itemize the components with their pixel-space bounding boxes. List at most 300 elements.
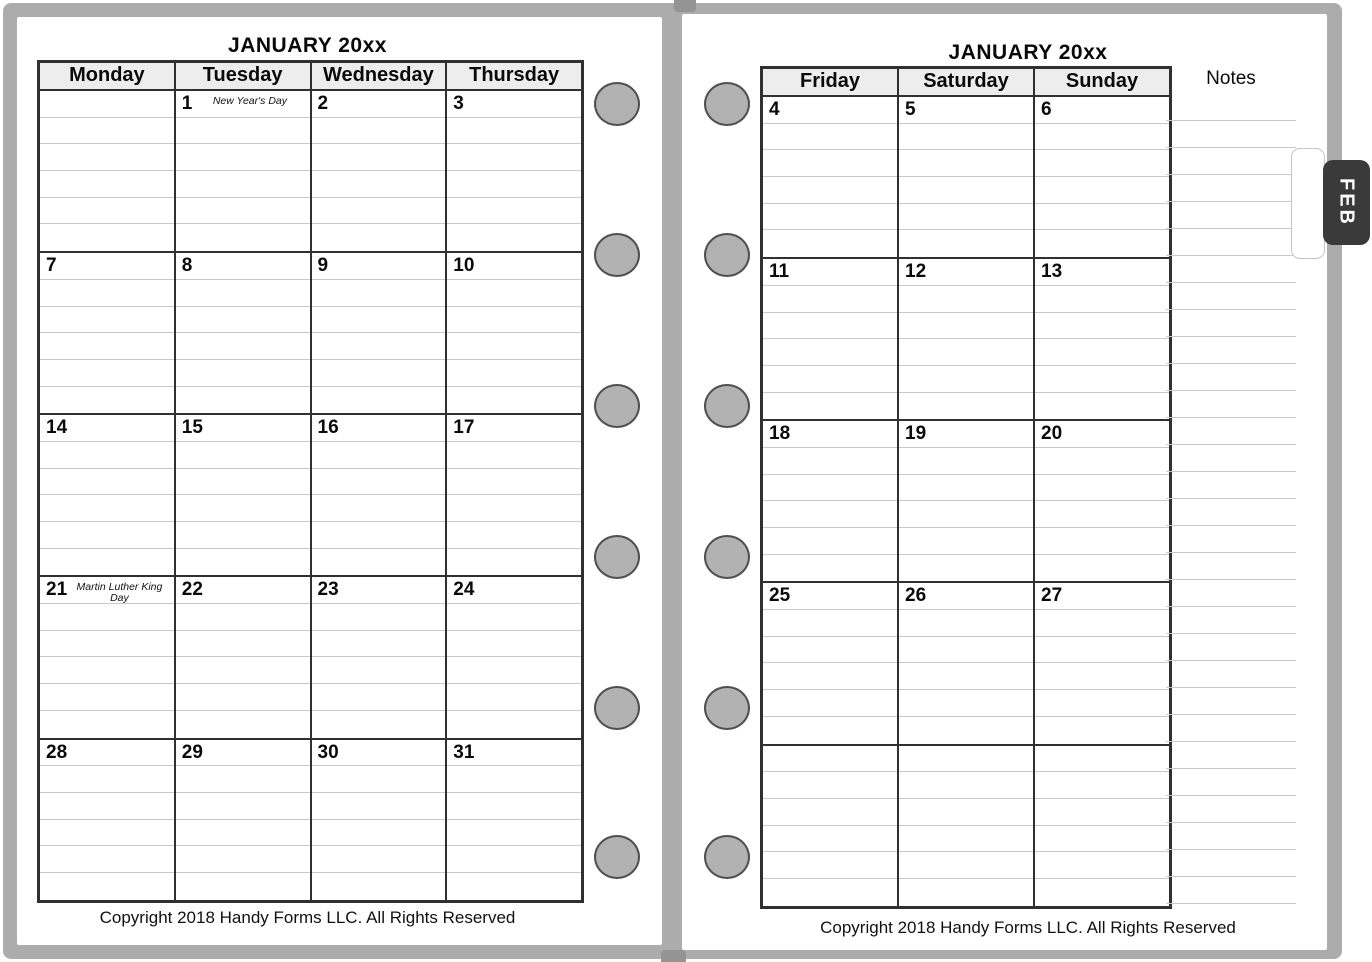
day-cell xyxy=(447,740,581,900)
writing-line xyxy=(763,124,897,151)
writing-line xyxy=(40,469,174,496)
day-header-row xyxy=(763,69,1169,97)
writing-line xyxy=(447,224,581,251)
day-number-row xyxy=(763,97,897,124)
day-number: 25 xyxy=(769,585,791,607)
writing-line xyxy=(176,118,310,145)
day-number xyxy=(899,746,905,748)
writing-line xyxy=(1035,177,1169,204)
day-number-row xyxy=(763,259,897,286)
day-header: Wednesday xyxy=(312,63,448,89)
writing-line xyxy=(899,448,1033,475)
left-page-title: JANUARY 20xx xyxy=(228,34,387,57)
writing-line xyxy=(312,604,446,631)
writing-line xyxy=(899,717,1033,744)
writing-line xyxy=(40,360,174,387)
day-number: 30 xyxy=(317,741,339,763)
writing-line xyxy=(447,469,581,496)
writing-line xyxy=(1035,366,1169,393)
binder-hole xyxy=(704,535,750,579)
writing-line xyxy=(312,766,446,793)
writing-line xyxy=(312,198,446,225)
writing-line xyxy=(40,495,174,522)
writing-line xyxy=(176,549,310,576)
day-number xyxy=(1035,746,1041,748)
writing-line xyxy=(312,549,446,576)
writing-line xyxy=(763,366,897,393)
right-page xyxy=(682,14,1327,950)
day-number-row xyxy=(40,91,174,118)
day-number-row xyxy=(763,746,897,773)
writing-line xyxy=(176,522,310,549)
writing-line xyxy=(763,501,897,528)
holiday-label: New Year's Day xyxy=(212,95,287,107)
writing-line xyxy=(40,846,174,873)
writing-line xyxy=(763,286,897,313)
writing-line xyxy=(40,766,174,793)
day-cell xyxy=(40,253,176,413)
writing-line xyxy=(899,637,1033,664)
writing-line xyxy=(899,366,1033,393)
day-number: 18 xyxy=(769,423,791,445)
writing-line xyxy=(763,448,897,475)
writing-line xyxy=(447,846,581,873)
writing-line xyxy=(312,711,446,738)
writing-line xyxy=(312,631,446,658)
writing-line xyxy=(40,657,174,684)
day-number-row xyxy=(1035,421,1169,448)
day-number: 3 xyxy=(453,93,464,114)
day-cell xyxy=(40,577,176,737)
writing-line xyxy=(312,657,446,684)
writing-line xyxy=(40,711,174,738)
writing-line xyxy=(176,360,310,387)
day-number: 6 xyxy=(1041,99,1052,120)
day-cell xyxy=(176,253,312,413)
week-row xyxy=(763,419,1169,581)
day-number-row xyxy=(312,253,446,280)
day-header: Sunday xyxy=(1065,70,1139,92)
writing-line xyxy=(447,144,581,171)
writing-line xyxy=(40,522,174,549)
holiday-label: Martin Luther King Day xyxy=(76,581,163,604)
binder-hole xyxy=(704,686,750,730)
writing-line xyxy=(40,307,174,334)
writing-line xyxy=(1035,124,1169,151)
day-number: 8 xyxy=(181,255,193,277)
writing-line xyxy=(899,393,1033,420)
writing-line xyxy=(176,657,310,684)
binder-hole xyxy=(704,82,750,126)
day-number-row xyxy=(447,577,581,604)
day-number-row xyxy=(1035,583,1169,610)
day-number xyxy=(763,746,769,748)
day-number: 15 xyxy=(181,417,203,439)
day-cell xyxy=(899,421,1035,581)
writing-line xyxy=(899,286,1033,313)
day-number-row xyxy=(312,577,446,604)
writing-line xyxy=(763,313,897,340)
right-page-title: JANUARY 20xx xyxy=(948,41,1108,64)
writing-line xyxy=(176,171,310,198)
writing-line xyxy=(1035,475,1169,502)
writing-line xyxy=(447,549,581,576)
writing-line xyxy=(447,387,581,414)
writing-line xyxy=(899,852,1033,879)
writing-line xyxy=(899,475,1033,502)
week-row xyxy=(40,738,581,900)
day-cell xyxy=(1035,97,1169,257)
week-row xyxy=(40,91,581,251)
day-cell xyxy=(40,91,176,251)
writing-line xyxy=(40,144,174,171)
day-cell xyxy=(763,259,899,419)
writing-line xyxy=(176,711,310,738)
writing-line xyxy=(40,333,174,360)
writing-line xyxy=(176,198,310,225)
day-number-row xyxy=(312,415,446,442)
writing-line xyxy=(899,555,1033,582)
writing-line xyxy=(312,224,446,251)
writing-line xyxy=(1035,852,1169,879)
writing-line xyxy=(176,820,310,847)
writing-line xyxy=(1035,528,1169,555)
writing-line xyxy=(447,171,581,198)
day-number-row xyxy=(899,421,1033,448)
writing-line xyxy=(176,793,310,820)
writing-line xyxy=(176,280,310,307)
writing-line xyxy=(1035,339,1169,366)
writing-line xyxy=(763,852,897,879)
day-cell xyxy=(1035,421,1169,581)
day-number-row xyxy=(1035,746,1169,773)
day-number-row xyxy=(312,91,446,118)
day-number xyxy=(40,91,46,93)
writing-line xyxy=(447,360,581,387)
writing-line xyxy=(763,690,897,717)
writing-line xyxy=(899,124,1033,151)
day-number: 22 xyxy=(181,579,203,601)
writing-line xyxy=(40,793,174,820)
day-number: 1 xyxy=(181,93,193,114)
writing-line xyxy=(1035,393,1169,420)
day-number-row xyxy=(899,97,1033,124)
writing-line xyxy=(447,793,581,820)
writing-line xyxy=(447,657,581,684)
calendar-table-right xyxy=(760,66,1172,909)
binder-hole xyxy=(594,686,640,730)
day-cell xyxy=(176,577,312,737)
day-number-row xyxy=(447,415,581,442)
day-number: 9 xyxy=(317,255,329,277)
writing-line xyxy=(447,604,581,631)
day-cell xyxy=(312,91,448,251)
binder-hole xyxy=(704,233,750,277)
notes-ruled-lines xyxy=(1166,94,1296,906)
day-cell xyxy=(899,97,1035,257)
writing-line xyxy=(763,475,897,502)
day-number: 17 xyxy=(453,417,475,439)
writing-line xyxy=(447,711,581,738)
day-number-row xyxy=(763,583,897,610)
writing-line xyxy=(312,333,446,360)
writing-line xyxy=(899,610,1033,637)
day-number-row xyxy=(899,746,1033,773)
day-cell xyxy=(447,91,581,251)
writing-line xyxy=(40,280,174,307)
writing-line xyxy=(899,772,1033,799)
binder-hole xyxy=(594,82,640,126)
writing-line xyxy=(1035,204,1169,231)
writing-line xyxy=(447,522,581,549)
feb-tab-label: FEB xyxy=(1335,178,1358,227)
writing-line xyxy=(763,610,897,637)
writing-line xyxy=(763,150,897,177)
writing-line xyxy=(1035,230,1169,257)
day-cell xyxy=(40,415,176,575)
day-number: 31 xyxy=(453,741,475,763)
day-number: 16 xyxy=(317,417,339,439)
writing-line xyxy=(763,717,897,744)
day-number-row xyxy=(40,577,174,604)
day-number-row xyxy=(447,253,581,280)
day-cell xyxy=(176,91,312,251)
writing-line xyxy=(40,387,174,414)
writing-line xyxy=(40,820,174,847)
writing-line xyxy=(763,772,897,799)
writing-line xyxy=(40,442,174,469)
day-cell xyxy=(763,421,899,581)
day-cell xyxy=(176,415,312,575)
day-cell xyxy=(40,740,176,900)
day-number-row xyxy=(176,415,310,442)
day-cell xyxy=(447,253,581,413)
writing-line xyxy=(447,442,581,469)
day-cell xyxy=(312,577,448,737)
writing-line xyxy=(763,177,897,204)
day-cell xyxy=(447,577,581,737)
writing-line xyxy=(1035,150,1169,177)
day-number-row xyxy=(899,259,1033,286)
writing-line xyxy=(1035,879,1169,906)
writing-line xyxy=(40,224,174,251)
binder-clip-top xyxy=(674,0,696,12)
binder-hole xyxy=(704,384,750,428)
writing-line xyxy=(763,230,897,257)
binder-hole xyxy=(594,835,640,879)
writing-line xyxy=(312,873,446,900)
writing-line xyxy=(312,522,446,549)
day-number-row xyxy=(763,421,897,448)
writing-line xyxy=(899,204,1033,231)
day-header: Tuesday xyxy=(176,63,312,89)
day-number: 4 xyxy=(769,99,780,120)
day-number: 24 xyxy=(453,579,475,601)
writing-line xyxy=(176,873,310,900)
day-number-row xyxy=(176,91,310,118)
tab-feb[interactable] xyxy=(1323,160,1370,245)
writing-line xyxy=(899,663,1033,690)
calendar-table-left xyxy=(37,60,584,903)
binder-hole xyxy=(704,835,750,879)
writing-line xyxy=(899,501,1033,528)
day-number: 5 xyxy=(905,99,916,120)
day-number: 21 xyxy=(46,579,68,601)
writing-line xyxy=(312,495,446,522)
writing-line xyxy=(312,118,446,145)
week-row xyxy=(40,251,581,413)
week-row xyxy=(763,97,1169,257)
writing-line xyxy=(1035,717,1169,744)
week-row xyxy=(40,413,581,575)
day-number: 13 xyxy=(1041,261,1063,283)
writing-line xyxy=(763,555,897,582)
writing-line xyxy=(40,873,174,900)
day-cell xyxy=(763,583,899,743)
day-cell xyxy=(312,740,448,900)
day-number-row xyxy=(176,577,310,604)
writing-line xyxy=(312,442,446,469)
writing-line xyxy=(312,280,446,307)
day-number: 19 xyxy=(905,423,927,445)
binder-hole xyxy=(594,535,640,579)
writing-line xyxy=(1035,637,1169,664)
writing-line xyxy=(176,333,310,360)
writing-line xyxy=(40,631,174,658)
writing-line xyxy=(40,118,174,145)
writing-line xyxy=(1035,448,1169,475)
day-number: 14 xyxy=(46,417,68,439)
writing-line xyxy=(1035,799,1169,826)
writing-line xyxy=(176,307,310,334)
writing-line xyxy=(763,204,897,231)
writing-line xyxy=(447,198,581,225)
day-cell xyxy=(312,253,448,413)
writing-line xyxy=(763,826,897,853)
writing-line xyxy=(176,495,310,522)
writing-line xyxy=(763,879,897,906)
day-number-row xyxy=(312,740,446,767)
binder-clip-bottom xyxy=(661,950,686,962)
day-number: 20 xyxy=(1041,423,1063,445)
writing-line xyxy=(176,684,310,711)
day-number: 28 xyxy=(46,741,68,763)
day-number: 29 xyxy=(181,741,203,763)
writing-line xyxy=(899,230,1033,257)
writing-line xyxy=(899,313,1033,340)
writing-line xyxy=(1035,826,1169,853)
copyright-left: Copyright 2018 Handy Forms LLC. All Rights Reserved xyxy=(99,908,516,927)
writing-line xyxy=(763,799,897,826)
week-row xyxy=(763,581,1169,743)
day-number-row xyxy=(40,740,174,767)
day-number: 7 xyxy=(46,255,57,277)
day-header: Saturday xyxy=(899,69,1035,95)
writing-line xyxy=(312,144,446,171)
writing-line xyxy=(763,393,897,420)
day-number: 26 xyxy=(905,585,927,607)
day-number: 10 xyxy=(453,255,475,277)
writing-line xyxy=(447,333,581,360)
copyright-right: Copyright 2018 Handy Forms LLC. All Rights Reserved xyxy=(820,918,1236,937)
day-number-row xyxy=(1035,259,1169,286)
day-number-row xyxy=(1035,97,1169,124)
writing-line xyxy=(40,684,174,711)
day-header: Friday xyxy=(763,69,899,95)
writing-line xyxy=(176,631,310,658)
writing-line xyxy=(176,224,310,251)
binder-hole xyxy=(594,384,640,428)
writing-line xyxy=(447,631,581,658)
writing-line xyxy=(176,604,310,631)
day-number: 2 xyxy=(317,93,329,114)
writing-line xyxy=(312,307,446,334)
writing-line xyxy=(763,663,897,690)
writing-line xyxy=(1035,663,1169,690)
writing-line xyxy=(899,528,1033,555)
day-number-row xyxy=(447,740,581,767)
day-cell xyxy=(899,259,1035,419)
day-number-row xyxy=(40,253,174,280)
writing-line xyxy=(312,793,446,820)
writing-line xyxy=(1035,690,1169,717)
day-number-row xyxy=(40,415,174,442)
day-cell xyxy=(312,415,448,575)
writing-line xyxy=(763,339,897,366)
writing-line xyxy=(312,846,446,873)
writing-line xyxy=(447,766,581,793)
writing-line xyxy=(447,873,581,900)
writing-line xyxy=(763,528,897,555)
writing-line xyxy=(447,820,581,847)
notes-label: Notes xyxy=(1206,68,1256,89)
day-number: 23 xyxy=(317,579,339,601)
writing-line xyxy=(1035,286,1169,313)
writing-line xyxy=(176,387,310,414)
writing-line xyxy=(899,879,1033,906)
day-number-row xyxy=(899,583,1033,610)
writing-line xyxy=(899,799,1033,826)
day-number-row xyxy=(176,253,310,280)
writing-line xyxy=(447,280,581,307)
writing-line xyxy=(176,469,310,496)
day-cell xyxy=(447,415,581,575)
writing-line xyxy=(176,144,310,171)
writing-line xyxy=(176,846,310,873)
feb-tab-base xyxy=(1291,148,1325,259)
day-number: 27 xyxy=(1041,585,1063,607)
writing-line xyxy=(899,690,1033,717)
writing-line xyxy=(447,495,581,522)
writing-line xyxy=(1035,313,1169,340)
left-page xyxy=(17,17,662,945)
writing-line xyxy=(899,150,1033,177)
week-row xyxy=(763,257,1169,419)
writing-line xyxy=(1035,555,1169,582)
writing-line xyxy=(899,826,1033,853)
writing-line xyxy=(40,604,174,631)
writing-line xyxy=(176,766,310,793)
day-cell xyxy=(899,746,1035,906)
day-number-row xyxy=(176,740,310,767)
day-cell xyxy=(176,740,312,900)
day-cell xyxy=(899,583,1035,743)
binder-hole xyxy=(594,233,640,277)
writing-line xyxy=(312,387,446,414)
writing-line xyxy=(1035,772,1169,799)
day-cell xyxy=(763,746,899,906)
day-header: Thursday xyxy=(469,64,560,86)
